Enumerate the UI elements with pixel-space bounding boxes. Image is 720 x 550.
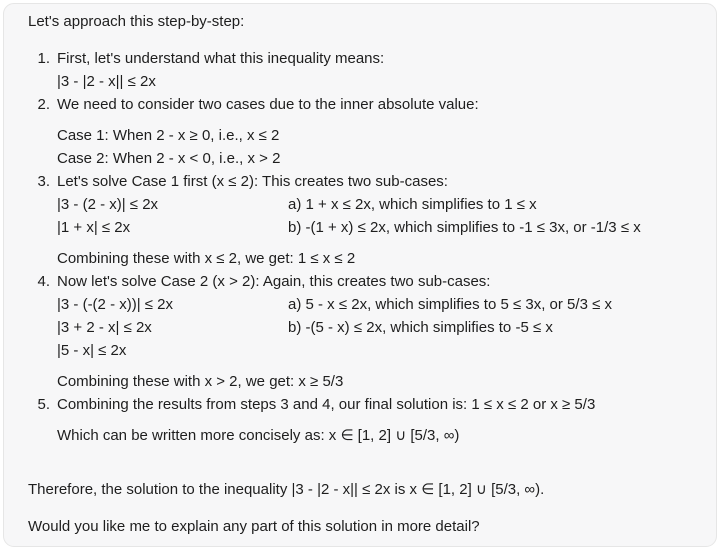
equation-line: |3 + 2 - x| ≤ 2x: [57, 319, 152, 336]
step-4-number: 4.: [37, 273, 50, 290]
equation-line: |5 - x| ≤ 2x: [57, 342, 127, 359]
step-1: [37, 47, 692, 93]
step-2: [37, 93, 692, 170]
step-3-text: Let's solve Case 1 first (x ≤ 2): This creates two sub-cases:: [57, 173, 448, 190]
sub-case-line: a) 5 - x ≤ 2x, which simplifies to 5 ≤ 3x, or 5/3 ≤ x: [288, 296, 612, 313]
case-2-line: Case 2: When 2 - x < 0, i.e., x > 2: [57, 150, 281, 167]
intro-text: Let's approach this step-by-step:: [28, 13, 245, 30]
step-1-equation: |3 - |2 - x|| ≤ 2x: [57, 73, 156, 90]
step-3-left-column: [57, 193, 288, 239]
step-5-text: Combining the results from steps 3 and 4, our final solution is: 1 ≤ x ≤ 2 or x ≥ 5/3: [57, 396, 596, 413]
equation-line: |3 - (-(2 - x))| ≤ 2x: [57, 296, 174, 313]
case-1-line: Case 1: When 2 - x ≥ 0, i.e., x ≤ 2: [57, 127, 280, 144]
sub-case-line: b) -(1 + x) ≤ 2x, which simplifies to -1 ≤ 3x, or -1/3 ≤ x: [288, 219, 641, 236]
followup-question: Would you like me to explain any part of this solution in more detail?: [28, 518, 480, 535]
step-5-concise: Which can be written more concisely as: x ∈ [1, 2] ∪ [5/3, ∞): [57, 427, 460, 444]
step-4: [37, 270, 692, 393]
step-5-number: 5.: [37, 396, 50, 413]
step-4-left-column: [57, 293, 288, 362]
step-4-text: Now let's solve Case 2 (x > 2): Again, this creates two sub-cases:: [57, 273, 491, 290]
equation-line: |3 - (2 - x)| ≤ 2x: [57, 196, 159, 213]
step-1-text: First, let's understand what this inequality means:: [57, 50, 385, 67]
step-3: [37, 170, 692, 270]
step-1-number: 1.: [37, 50, 50, 67]
step-3-right-column: [288, 193, 692, 239]
step-2-number: 2.: [37, 96, 50, 113]
sub-case-line: a) 1 + x ≤ 2x, which simplifies to 1 ≤ x: [288, 196, 537, 213]
step-4-combining: Combining these with x > 2, we get: x ≥ 5/3: [57, 373, 344, 390]
step-3-number: 3.: [37, 173, 50, 190]
step-2-cases: [57, 124, 692, 170]
assistant-message-card: [3, 3, 717, 547]
step-4-right-column: [288, 293, 692, 339]
step-4-equations: [57, 293, 692, 362]
equation-line: |1 + x| ≤ 2x: [57, 219, 131, 236]
step-2-text: We need to consider two cases due to the inner absolute value:: [57, 96, 479, 113]
step-3-combining: Combining these with x ≤ 2, we get: 1 ≤ x ≤ 2: [57, 250, 356, 267]
conclusion-text: Therefore, the solution to the inequality |3 - |2 - x|| ≤ 2x is x ∈ [1, 2] ∪ [5/3, ∞).: [28, 481, 545, 498]
step-5: [37, 393, 692, 447]
step-3-equations: [57, 193, 692, 239]
solution-steps-list: [28, 47, 692, 447]
sub-case-line: b) -(5 - x) ≤ 2x, which simplifies to -5 ≤ x: [288, 319, 553, 336]
